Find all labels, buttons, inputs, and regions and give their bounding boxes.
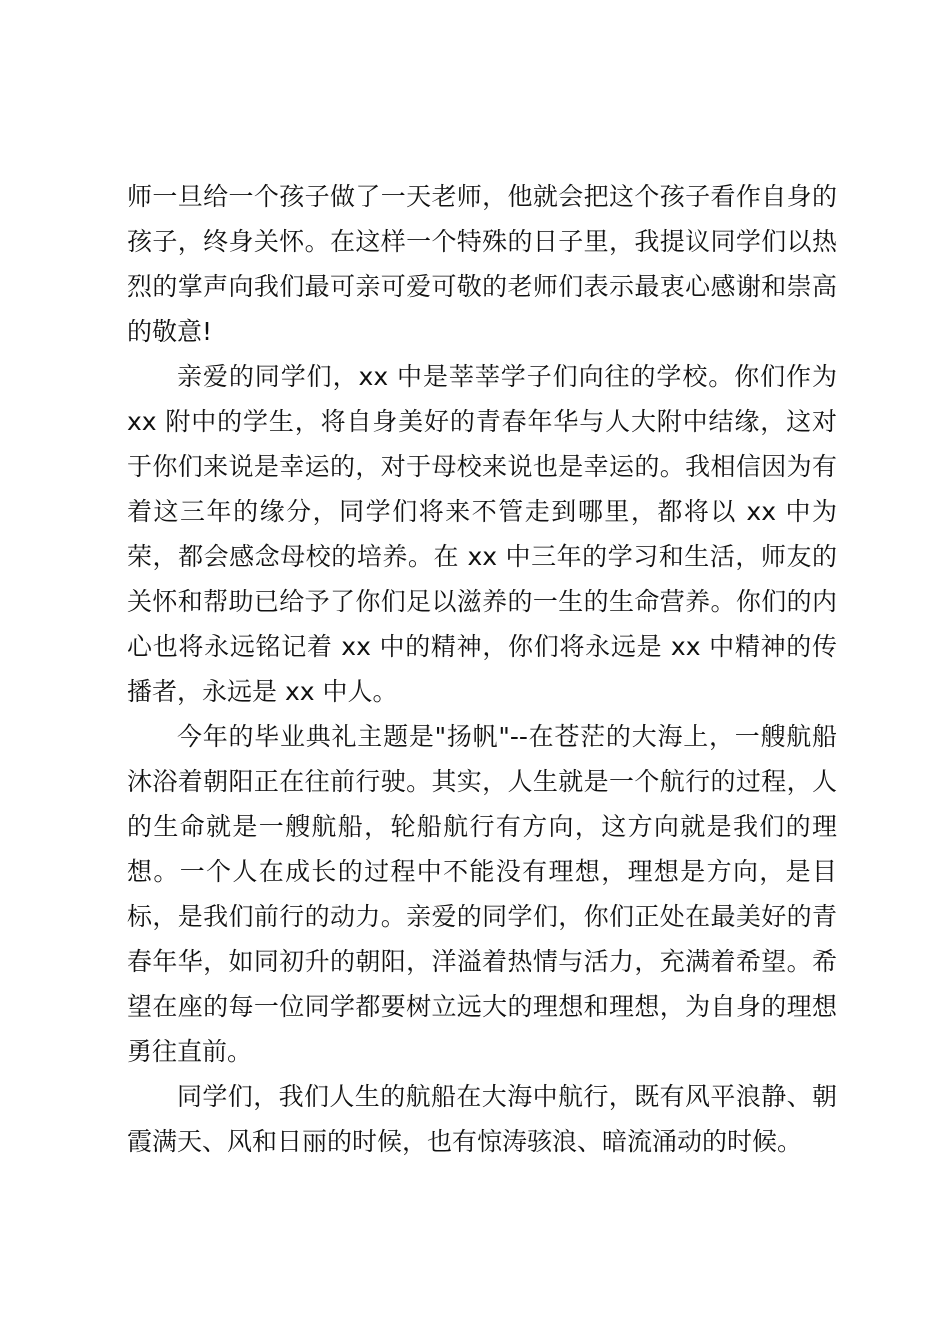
- document-body: [127, 174, 837, 1164]
- paragraph-3: 今年的毕业典礼主题是"扬帆"--在苍茫的大海上，一艘航船沐浴着朝阳正在往前行驶。其实，人生就是一个航行的过程，人的生命就是一艘航船，轮船航行有方向，这方向就是我们的理想。一个人在成长的过程中不能没有理想，理想是方向，是目标，是我们前行的动力。亲爱的同学们，你们正处在最美好的青春年华，如同初升的朝阳，洋溢着热情与活力，充满着希望。希望在座的每一位同学都要树立远大的理想和理想，为自身的理想勇往直前。: [127, 722, 837, 1066]
- paragraph-2: 亲爱的同学们，xx 中是莘莘学子们向往的学校。你们作为 xx 附中的学生，将自身美好的青春年华与人大附中结缘，这对于你们来说是幸运的，对于母校来说也是幸运的。我相信因为有着这三年的缘分，同学们将来不管走到哪里，都将以 xx 中为荣，都会感念母校的培养。在 xx 中三年的学习和生活，师友的关怀和帮助已给予了你们足以滋养的一生的生命营养。你们的内心也将永远铭记着 xx 中的精神，你们将永远是 xx 中精神的传播者，永远是 xx 中人。: [127, 362, 837, 706]
- paragraph-4: 同学们，我们人生的航船在大海中航行，既有风平浪静、朝霞满天、风和日丽的时候，也有惊涛骇浪、暗流涌动的时候。: [127, 1082, 837, 1156]
- paragraph-1: 师一旦给一个孩子做了一天老师，他就会把这个孩子看作自身的孩子，终身关怀。在这样一个特殊的日子里，我提议同学们以热烈的掌声向我们最可亲可爱可敬的老师们表示最衷心感谢和崇高的敬意!: [127, 182, 837, 346]
